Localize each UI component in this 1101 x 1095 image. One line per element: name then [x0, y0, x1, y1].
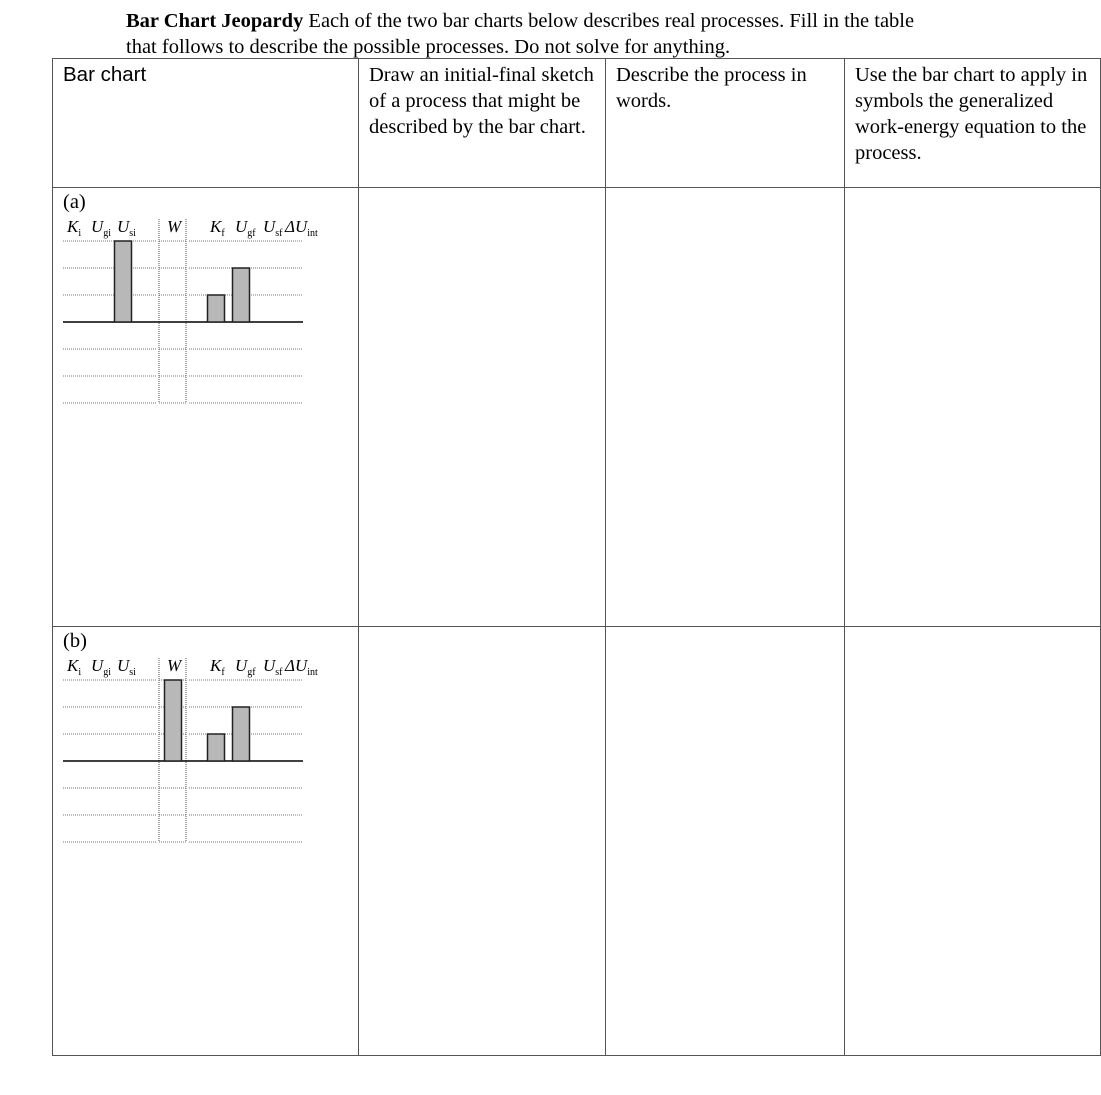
tick-label: $\Delta U_{int}$ — [285, 217, 318, 239]
tick-label: $\Delta U_{int}$ — [285, 656, 318, 678]
header-sketch: Draw an initial-final sketch of a process that might be described by the bar chart. — [359, 59, 606, 188]
tick-label: $U_{sf}$ — [263, 656, 283, 678]
bar-chart-cell-b — [53, 627, 359, 1056]
tick-label: $U_{gf}$ — [235, 656, 256, 678]
header-bar-chart: Bar chart — [53, 59, 359, 188]
bar-U_gf — [233, 268, 250, 322]
part-label-b: (b) — [63, 630, 87, 652]
describe-cell-b[interactable] — [606, 627, 845, 1056]
tick-label: $U_{si}$ — [117, 656, 136, 678]
tick-label: $U_{sf}$ — [263, 217, 283, 239]
tick-label: $U_{si}$ — [117, 217, 136, 239]
intro-title: Bar Chart Jeopardy — [126, 10, 304, 32]
tick-label: W — [167, 656, 182, 675]
describe-cell-a[interactable] — [606, 188, 845, 627]
sketch-cell-b[interactable] — [359, 627, 606, 1056]
header-row — [53, 59, 1101, 188]
intro-line2: that follows to describe the possible processes. Do not solve for anything. — [126, 36, 731, 58]
intro-line1: Each of the two bar charts below describes real processes. Fill in the table — [303, 10, 915, 32]
jeopardy-table — [52, 58, 1101, 1056]
bar-W — [165, 680, 182, 761]
bar-chart-cell-a — [53, 188, 359, 627]
bar-chart-a — [61, 213, 318, 403]
tick-label: $K_i$ — [67, 656, 82, 678]
tick-label: $K_f$ — [210, 656, 225, 678]
bar-K_f — [208, 295, 225, 322]
part-label-a: (a) — [63, 191, 86, 213]
bar-K_f — [208, 734, 225, 761]
table-row-a — [53, 188, 1101, 627]
bar-U_gf — [233, 707, 250, 761]
bar-chart-b — [61, 652, 318, 842]
sketch-cell-a[interactable] — [359, 188, 606, 627]
equation-cell-a[interactable] — [845, 188, 1101, 627]
instructions — [126, 8, 1006, 60]
table-row-b — [53, 627, 1101, 1056]
tick-label: $U_{gf}$ — [235, 217, 256, 239]
tick-label: $U_{gi}$ — [91, 217, 112, 239]
header-equation: Use the bar chart to apply in symbols the generalized work-energy equation to the process. — [845, 59, 1101, 188]
tick-label: $K_f$ — [210, 217, 225, 239]
bar-U_si — [115, 241, 132, 322]
tick-label: $U_{gi}$ — [91, 656, 112, 678]
tick-label: $K_i$ — [67, 217, 82, 239]
equation-cell-b[interactable] — [845, 627, 1101, 1056]
tick-label: W — [167, 217, 182, 236]
header-describe: Describe the process in words. — [606, 59, 845, 188]
